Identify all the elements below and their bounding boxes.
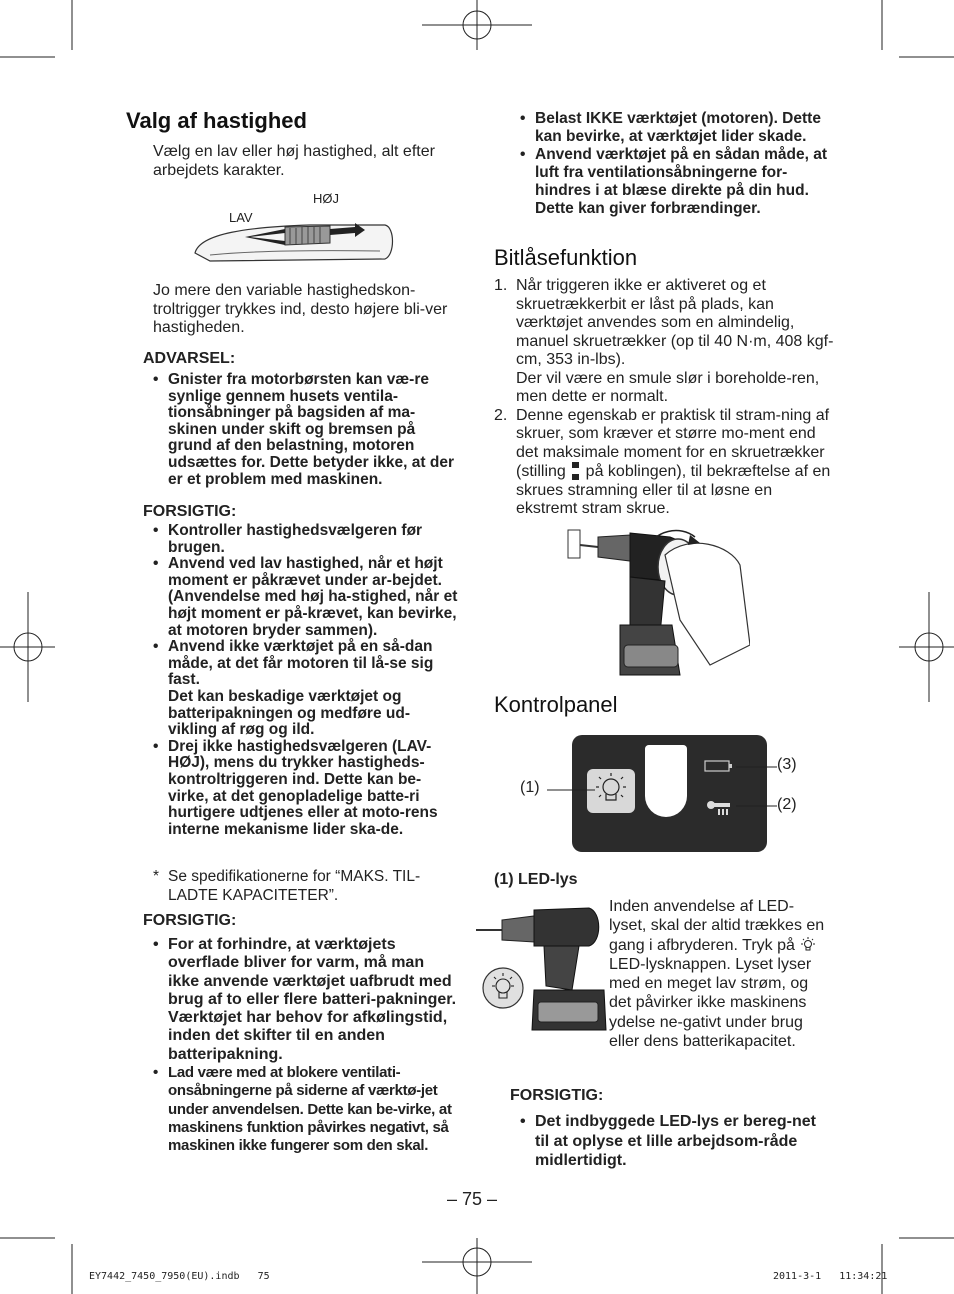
bitlock-list bbox=[494, 277, 834, 519]
warning-item: • Gnister fra motorbørsten kan væ-re synlige gennem husets ventila-tionsåbninger på bagsiden af ma-skinen under skift og bremsen på grund af den belastning, motoren udsættes for. Dette betyder ikke, at der er et problem med maskinen. bbox=[153, 372, 459, 488]
caution1-item: • Drej ikke hastighedsvælgeren (LAV-HØJ), mens du trykker hastigheds-kontroltriggeren ind. Dette kan be-virke, at det genopladelige batte-ri hurtigere udtjenes eller at moto-rens interne mekanisme lider ska-de. bbox=[153, 739, 459, 839]
led-illustration bbox=[474, 890, 609, 1040]
caution1-list bbox=[153, 523, 459, 838]
led-text-a: Inden anvendelse af LED-lyset, skal der altid trækkes en gang i afbryderen. Tryk på bbox=[609, 898, 825, 954]
label-low: LAV bbox=[229, 210, 253, 225]
bitlock-item-extra: Der vil være en smule slør i boreholde-ren, men dette er normalt. bbox=[516, 369, 820, 405]
caution2-list bbox=[153, 936, 459, 1156]
bitlock-title: Bitlåsefunktion bbox=[494, 245, 638, 270]
caution3-list bbox=[520, 1112, 820, 1171]
bitlock-item bbox=[494, 277, 834, 407]
led-text-b: LED-lysknappen. Lyset lyser med en meget lav strøm, og det påvirker ikke maskinens ydelse ne-gativt under brug eller dens batterikapacitet. bbox=[609, 955, 812, 1051]
caution2-item: • Lad være med at blokere ventilati-onsåbningerne på siderne af værktø-jet under anvendelsen. Dette kan be-virke, at maskinens funktion påvirkes negativt, så maskinen ikke fungerer som den skal. bbox=[153, 1064, 459, 1155]
caution1-label: FORSIGTIG: bbox=[143, 503, 237, 520]
note-star: * bbox=[153, 868, 160, 885]
page-number: – 75 – bbox=[447, 1189, 498, 1209]
caution1-item-extra: Det kan beskadige værktøjet og batteripakningen og medføre ud-vikling af røg og ild. bbox=[168, 687, 410, 739]
caution3-item: • Det indbyggede LED-lys er bereg-net til at oplyse et lille arbejdsom-råde midlertidigt. bbox=[520, 1112, 820, 1171]
led-text bbox=[609, 897, 827, 1051]
caution1-item-text: Anvend ikke værktøjet på en så-dan måde, at det får motoren til lå-se sig fast. bbox=[168, 638, 434, 689]
callout-2: (2) bbox=[777, 796, 797, 813]
bitlock-item-text-b: på koblingen), til bekræftelse af en skrues stramning eller til at løsne en ekstremt stram skrue. bbox=[516, 463, 831, 517]
bitlock-illustration bbox=[560, 525, 750, 680]
footer-date: 2011-3-1 11:34:21 bbox=[773, 1271, 888, 1282]
footer-file: EY7442_7450_7950(EU).indb 75 bbox=[89, 1271, 270, 1282]
caution1-item: • Anvend ved lav hastighed, når et højt moment er påkrævet under ar-bejdet. (Anvendelse med høj ha-stighed, når et højt moment er på-krævet, kan bevirke, at motoren bryder sammen). bbox=[153, 556, 459, 639]
speed-intro: Vælg en lav eller høj hastighed, alt efter arbejdets karakter. bbox=[153, 143, 435, 179]
label-high: HØJ bbox=[313, 191, 339, 206]
top-item: • Anvend værktøjet på en sådan måde, at luft fra ventilationsåbningerne for-hindres i at blæse direkte på din hud. Dette kan giver forbrændinger. bbox=[520, 146, 832, 218]
caution2-item: • For at forhindre, at værktøjets overflade bliver for varm, må man ikke anvende værktøjet uafbrudt med brug af to eller flere batteri-pakninger. Værktøjet har behov for afkølingstid, inden det skifter til en anden batteripakning. bbox=[153, 936, 459, 1064]
speed-selector-illustration bbox=[190, 215, 400, 265]
led-label: (1) LED-lys bbox=[494, 871, 578, 888]
caution3-label: FORSIGTIG: bbox=[510, 1087, 604, 1104]
panel-title: Kontrolpanel bbox=[494, 692, 618, 717]
bitlock-item bbox=[494, 407, 834, 519]
caution2-label: FORSIGTIG: bbox=[143, 912, 237, 929]
callout-3: (3) bbox=[777, 756, 797, 773]
warning-label: ADVARSEL: bbox=[143, 350, 236, 367]
note-text: Se spedifikationerne for “MAKS. TIL-LADTE KAPACITETER”. bbox=[168, 868, 421, 904]
bitlock-item-text: Når triggeren ikke er aktiveret og et skruetrækkerbit er låst på plads, kan værktøjet anvendes som en almindelig, manuel skruetrækker (op til 40 N·m, 408 kgf-cm, 353 in-lbs). bbox=[516, 277, 834, 368]
capacity-note bbox=[153, 868, 459, 905]
panel-callout-lines bbox=[540, 760, 780, 820]
trigger-text: Jo mere den variable hastighedskon-troltrigger trykkes ind, desto højere bli-ver hastigheden. bbox=[153, 282, 448, 336]
bitlock-item-text-a: Denne egenskab er praktisk til stram-ning af skruer, som kræver et større mo-ment end det maksimale moment for en skruetrækker (stilling bbox=[516, 406, 830, 480]
top-items-list bbox=[520, 110, 832, 218]
speed-title: Valg af hastighed bbox=[126, 108, 307, 133]
clutch-bit-icon bbox=[570, 462, 581, 480]
caution1-item bbox=[153, 639, 459, 739]
caution1-item: • Kontroller hastighedsvælgeren før brugen. bbox=[153, 523, 459, 556]
top-item: • Belast IKKE værktøjet (motoren). Dette kan bevirke, at værktøjet lider skade. bbox=[520, 110, 832, 146]
bitlock-item-num: 2. bbox=[494, 406, 508, 424]
bitlock-item-num: 1. bbox=[494, 277, 508, 294]
warning-list bbox=[153, 372, 459, 488]
callout-1: (1) bbox=[520, 779, 540, 796]
led-light-icon bbox=[799, 937, 817, 953]
